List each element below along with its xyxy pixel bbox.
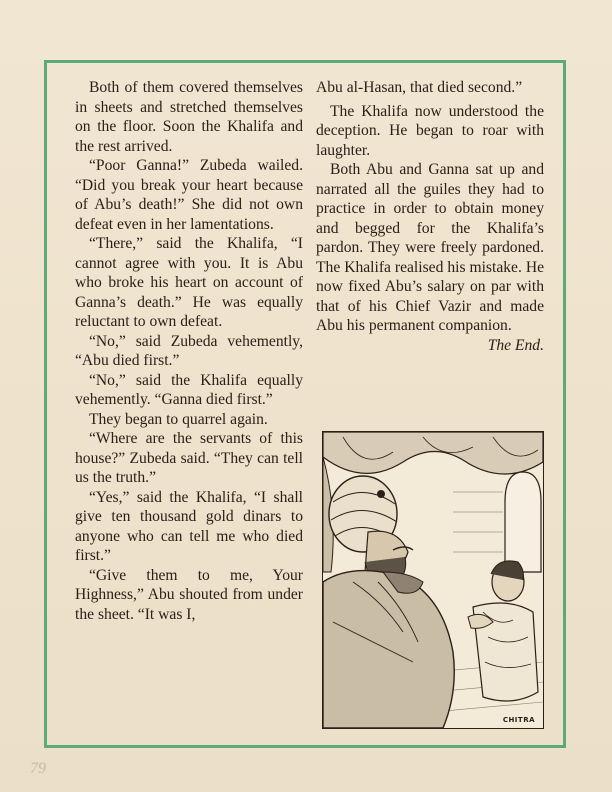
paragraph-continuation: Abu al-Hasan, that died second.” — [316, 79, 523, 96]
paragraph: “Give them to me, Your Highness,” Abu shouted from under the sheet. “It was I, — [75, 566, 303, 623]
paragraph: “Yes,” said the Khalifa, “I shall give ten thousand gold dinars to anyone who can tell me who died first.” — [75, 488, 303, 564]
artist-signature: CHITRA — [502, 716, 535, 724]
story-illustration — [322, 431, 544, 729]
right-column — [316, 78, 544, 355]
paragraph: “Where are the servants of this house?” Zubeda said. “They can tell us the truth.” — [75, 430, 303, 486]
paragraph: Both of them covered themselves in sheets and stretched themselves on the floor. Soon the Khalifa and the rest arrived. — [75, 79, 303, 155]
paragraph: “Poor Ganna!” Zubeda wailed. “Did you break your heart because of Abu’s death!” She did not own defeat even in her lamentations. — [75, 157, 303, 233]
paragraph: “No,” said Zubeda vehemently, “Abu died first.” — [75, 332, 303, 369]
the-end-label: The End. — [487, 336, 544, 354]
page-number: 79 — [30, 760, 46, 777]
paragraph: The Khalifa now understood the deception. He began to roar with laughter. — [316, 102, 544, 159]
paragraph: “There,” said the Khalifa, “I cannot agree with you. It is Abu who broke his heart on account of Ganna’s death.” He was equally reluctant to own defeat. — [75, 235, 303, 330]
paragraph: Both Abu and Ganna sat up and narrated all the guiles they had to practice in order to obtain money and begged for the Khalifa’s pardon. They were freely pardoned. The Khalifa realised his mistake. He now fixed Abu’s salary on par with that of his Chief Vazir and made Abu his permanent companion. — [316, 161, 544, 334]
paragraph: They began to quarrel again. — [89, 410, 268, 428]
left-column — [75, 78, 303, 624]
paragraph: “No,” said the Khalifa equally vehemently. “Ganna died first.” — [75, 371, 303, 408]
